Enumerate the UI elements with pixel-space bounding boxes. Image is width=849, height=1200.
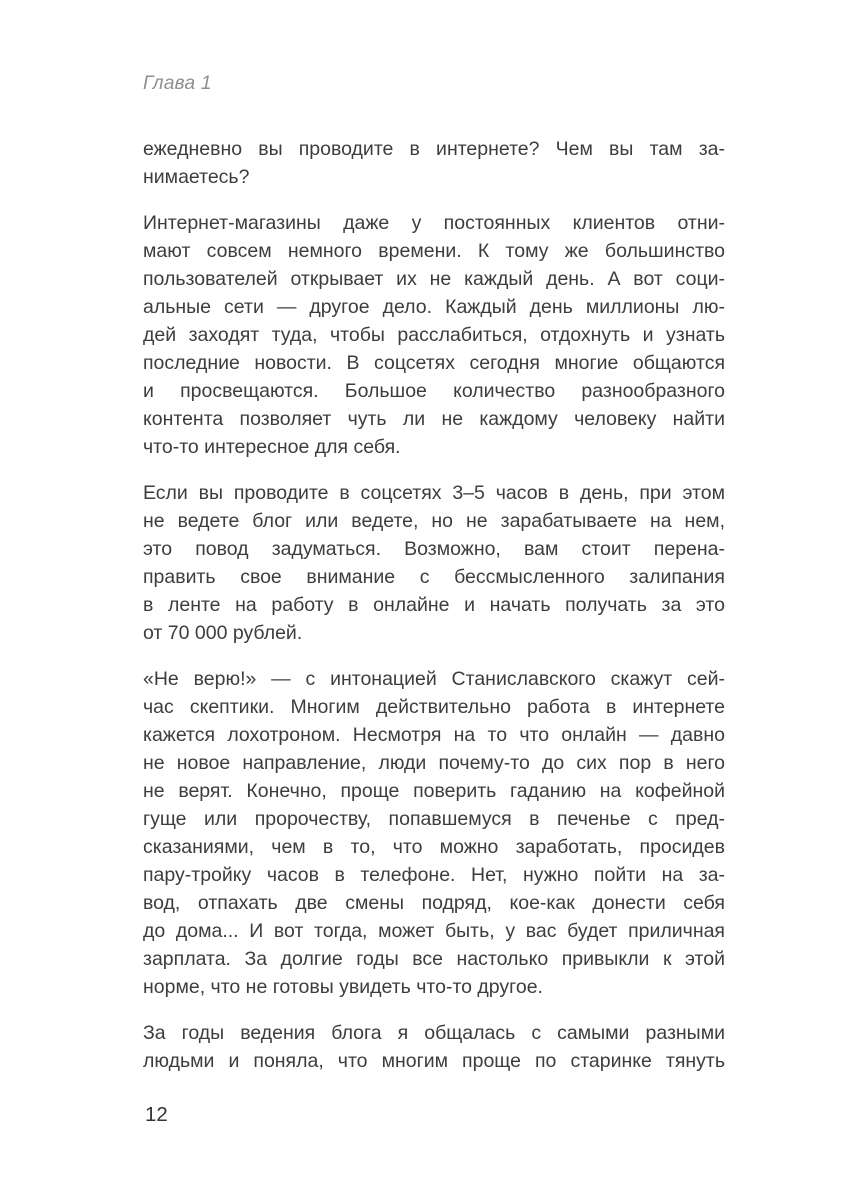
text-line: последние новости. В соцсетях сегодня многие общаются: [143, 352, 725, 374]
page-number: 12: [145, 1103, 168, 1126]
paragraph: [143, 479, 725, 647]
text-line: пользователей открывает их не каждый день. А вот соци-: [143, 268, 725, 290]
text-line: править свое внимание с бессмысленного залипания: [143, 566, 725, 588]
text-line: нимаетесь?: [143, 166, 250, 188]
text-line: не новое направление, люди почему-то до сих пор в него: [143, 752, 725, 774]
text-line: норме, что не готовы увидеть что-то другое.: [143, 976, 543, 998]
paragraph: [143, 209, 725, 461]
text-line: Если вы проводите в соцсетях 3–5 часов в день, при этом: [143, 482, 725, 504]
text-line: ежедневно вы проводите в интернете? Чем вы там за-: [143, 138, 725, 160]
text-line: «Не верю!» — с интонацией Станиславского скажут сей-: [143, 668, 725, 690]
text-line: не верят. Конечно, проще поверить гаданию на кофейной: [143, 780, 725, 802]
text-line: и просвещаются. Большое количество разнообразного: [143, 380, 725, 402]
text-line: пару-тройку часов в телефоне. Нет, нужно пойти на за-: [143, 864, 725, 886]
paragraph: [143, 665, 725, 1001]
text-line: людьми и поняла, что многим проще по старинке тянуть: [143, 1050, 725, 1072]
text-line: альные сети — другое дело. Каждый день миллионы лю-: [143, 296, 725, 318]
text-line: гуще или пророчеству, попавшемуся в печенье с пред-: [143, 808, 725, 830]
text-line: от 70 000 рублей.: [143, 622, 303, 644]
text-line: Интернет-магазины даже у постоянных клиентов отни-: [143, 212, 725, 234]
text-line: не ведете блог или ведете, но не зарабатываете на нем,: [143, 510, 725, 532]
text-line: мают совсем немного времени. К тому же большинство: [143, 240, 725, 262]
text-line: что-то интересное для себя.: [143, 436, 401, 458]
text-line: до дома... И вот тогда, может быть, у вас будет приличная: [143, 920, 725, 942]
text-line: это повод задуматься. Возможно, вам стоит перена-: [143, 538, 725, 560]
text-line: кажется лохотроном. Несмотря на то что онлайн — давно: [143, 724, 725, 746]
paragraph: [143, 135, 725, 191]
text-line: вод, отпахать две смены подряд, кое-как донести себя: [143, 892, 725, 914]
text-line: контента позволяет чуть ли не каждому человеку найти: [143, 408, 725, 430]
text-line: сказаниями, чем в то, что можно заработать, просидев: [143, 836, 725, 858]
text-line: За годы ведения блога я общалась с самыми разными: [143, 1022, 725, 1044]
body-text: [143, 135, 725, 1093]
text-line: час скептики. Многим действительно работа в интернете: [143, 696, 725, 718]
text-line: дей заходят туда, чтобы расслабиться, отдохнуть и узнать: [143, 324, 725, 346]
chapter-running-header: Глава 1: [143, 73, 212, 94]
text-line: в ленте на работу в онлайне и начать получать за это: [143, 594, 725, 616]
text-line: зарплата. За долгие годы все настолько привыкли к этой: [143, 948, 725, 970]
paragraph: [143, 1019, 725, 1075]
